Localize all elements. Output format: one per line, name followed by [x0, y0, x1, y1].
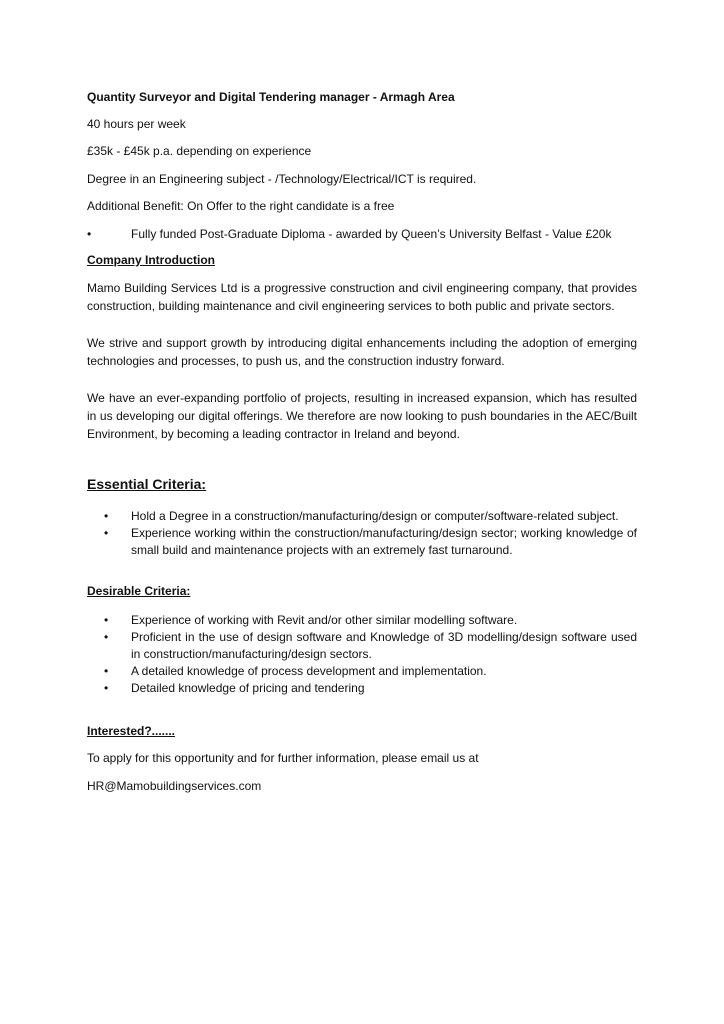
bullet-icon: • — [104, 509, 109, 523]
desirable-item — [87, 629, 637, 663]
essential-heading: Essential Criteria: — [87, 476, 207, 492]
desirable-item — [87, 612, 637, 629]
essential-item — [87, 525, 637, 559]
essential-item-text: Hold a Degree in a construction/manufacturing/design or computer/software-related subject. — [131, 509, 619, 523]
bullet-icon: • — [104, 664, 109, 678]
salary-line: £35k - £45k p.a. depending on experience — [87, 144, 312, 158]
benefit-bullet — [87, 226, 637, 243]
benefit-bullet-text: Fully funded Post-Graduate Diploma - awarded by Queen’s University Belfast - Value £20k — [131, 227, 612, 241]
degree-line: Degree in an Engineering subject - /Technology/Electrical/ICT is required. — [87, 172, 477, 186]
company-heading: Company Introduction — [87, 253, 215, 267]
bullet-icon: • — [104, 681, 109, 695]
desirable-item-text: A detailed knowledge of process development and implementation. — [131, 664, 487, 678]
desirable-item — [87, 663, 637, 680]
desirable-item — [87, 680, 637, 697]
essential-item-text: Experience working within the construction/manufacturing/design sector; working knowledge of small build and maintenance projects with an extremely fast turnaround. — [131, 526, 637, 557]
benefit-line: Additional Benefit: On Offer to the right candidate is a free — [87, 199, 395, 213]
bullet-icon: • — [87, 227, 92, 241]
job-title: Quantity Surveyor and Digital Tendering manager - Armagh Area — [87, 90, 455, 104]
bullet-icon: • — [104, 526, 109, 540]
hours-line: 40 hours per week — [87, 117, 186, 131]
bullet-icon: • — [104, 613, 109, 627]
interested-heading: Interested?....... — [87, 724, 176, 738]
company-paragraph-1: Mamo Building Services Ltd is a progressive construction and civil engineering company, that provides construction, building maintenance and civil engineering services to both public and private sectors. — [87, 281, 637, 313]
desirable-item-text: Detailed knowledge of pricing and tendering — [131, 681, 365, 695]
essential-item — [87, 508, 637, 525]
company-paragraph-2: We strive and support growth by introducing digital enhancements including the adoption of emerging technologies and processes, to push us, and the construction industry forward. — [87, 336, 637, 368]
desirable-item-text: Proficient in the use of design software and Knowledge of 3D modelling/design software used in construction/manufacturing/design sectors. — [131, 630, 637, 661]
desirable-item-text: Experience of working with Revit and/or other similar modelling software. — [131, 613, 518, 627]
email-address[interactable]: HR@Mamobuildingservices.com — [87, 779, 262, 793]
apply-text: To apply for this opportunity and for further information, please email us at — [87, 751, 479, 765]
bullet-icon: • — [104, 630, 109, 644]
desirable-heading: Desirable Criteria: — [87, 584, 191, 598]
company-paragraph-3: We have an ever-expanding portfolio of projects, resulting in increased expansion, which has resulted in us developing our digital offerings. We therefore are now looking to push boundaries in the AEC/Built Environment, by becoming a leading contractor in Ireland and beyond. — [87, 391, 637, 441]
